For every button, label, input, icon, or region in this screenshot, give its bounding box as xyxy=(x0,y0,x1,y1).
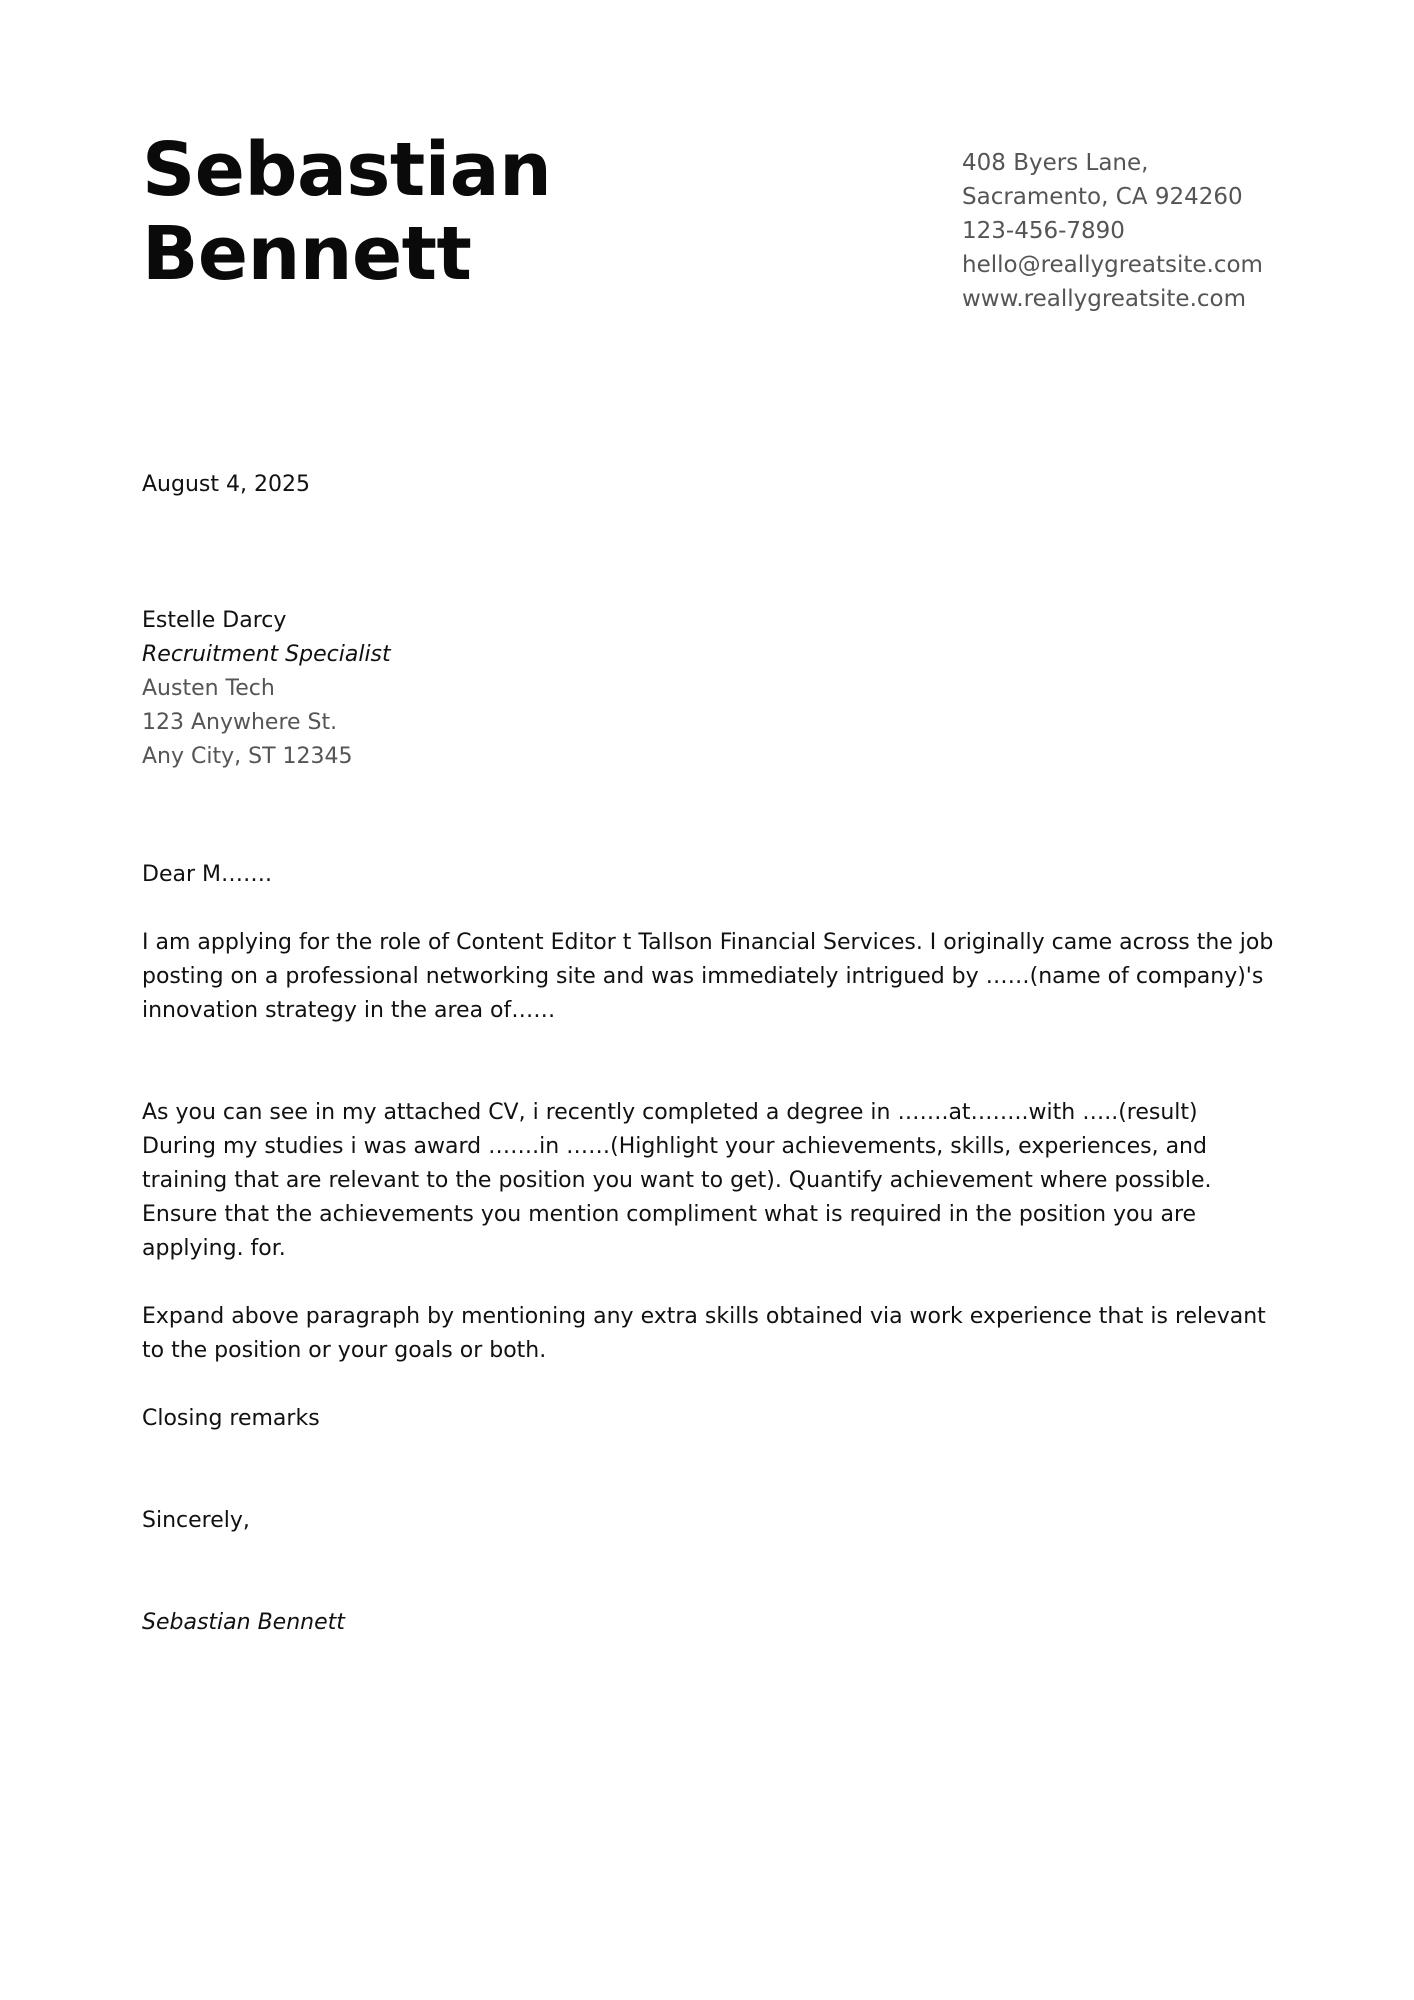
recipient-street: 123 Anywhere St. xyxy=(142,710,338,735)
sender-website: www.reallygreatsite.com xyxy=(962,286,1247,312)
letter-closing-remarks: Closing remarks xyxy=(142,1406,320,1431)
letter-salutation: Dear M……. xyxy=(142,862,272,887)
sender-name xyxy=(142,128,551,296)
letter-paragraph-1: I am applying for the role of Content Editor t Tallson Financial Services. I originally came across the job posting on a professional networking site and was immediately intrigued by ……(name of company)'s innovation strategy in the area of…… xyxy=(142,930,1274,1023)
letter-paragraph-3: Expand above paragraph by mentioning any extra skills obtained via work experience that is relevant to the position or your goals or both. xyxy=(142,1304,1266,1363)
letter-date: August 4, 2025 xyxy=(142,472,310,497)
sender-first-name: Sebastian xyxy=(142,127,552,213)
letter-paragraph-2: As you can see in my attached CV, i recently completed a degree in …….at……..with …..(result) During my studies i was award …….in ……(Highlight your achievements, skills, experiences, and training that are relevant to the position you want to get). Quantify achievement where possible. Ensure that the achievements you mention compliment what is required in the position you are applying. for. xyxy=(142,1100,1212,1261)
recipient-city: Any City, ST 12345 xyxy=(142,744,353,769)
sender-phone: 123-456-7890 xyxy=(962,218,1125,244)
recipient-title: Recruitment Specialist xyxy=(142,642,391,667)
letter-signoff: Sincerely, xyxy=(142,1508,250,1533)
sender-email: hello@reallygreatsite.com xyxy=(962,252,1263,278)
recipient-name: Estelle Darcy xyxy=(142,608,287,633)
sender-contact-info xyxy=(962,146,1263,316)
sender-address-line1: 408 Byers Lane, xyxy=(962,150,1149,176)
letter-signature: Sebastian Bennett xyxy=(142,1610,345,1635)
recipient-block xyxy=(142,604,391,774)
sender-address-line2: Sacramento, CA 924260 xyxy=(962,184,1243,210)
recipient-company: Austen Tech xyxy=(142,676,275,701)
sender-last-name: Bennett xyxy=(142,211,472,297)
